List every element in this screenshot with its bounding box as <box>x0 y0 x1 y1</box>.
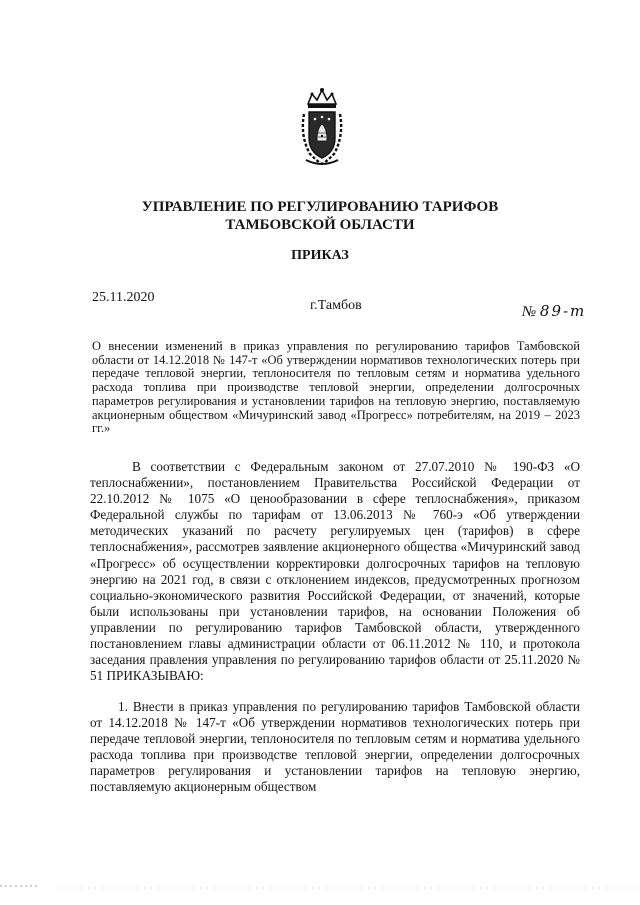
tambov-coat-of-arms-icon <box>298 86 346 166</box>
number-sign: № <box>522 304 537 320</box>
document-date: 25.11.2020 <box>92 290 155 305</box>
scan-artifact-line <box>0 880 640 900</box>
organization-region: ТАМБОВСКОЙ ОБЛАСТИ <box>225 217 415 233</box>
document-type: ПРИКАЗ <box>291 248 349 263</box>
handwritten-number: 89-т <box>539 302 587 320</box>
order-subject: О внесении изменений в приказ управления по регулированию тарифов Тамбовской области от 14.12.2018 № 147-т «Об утверждении нормативов технологических потерь при передаче тепловой энергии, теплоносителя по тепловым сетям и норматива удельного расхода топлива при производстве тепловой энергии, определении долгосрочных параметров регулирования и установлении тарифов на тепловую энергию, поставляемую акционерным обществом «Мичуринский завод «Прогресс» потребителям, на 2019 – 2023 гг.» <box>92 339 580 436</box>
document-city: г.Тамбов <box>310 298 362 313</box>
organization-title: УПРАВЛЕНИЕ ПО РЕГУЛИРОВАНИЮ ТАРИФОВ <box>141 199 499 215</box>
body-paragraph-item-1: 1. Внести в приказ управления по регулированию тарифов Тамбовской области от 14.12.2018 № 147-т «Об утверждении нормативов технологических потерь при передаче тепловой энергии, теплоносителя по тепловым сетям и норматива удельного расхода топлива при производстве тепловой энергии, определении долгосрочных параметров регулирования и установлении тарифов на тепловую энергию, поставляемую акционерным обществом <box>90 699 580 795</box>
document-number <box>522 302 586 321</box>
body-paragraph-basis: В соответствии с Федеральным законом от 27.07.2010 № 190-ФЗ «О теплоснабжении», постановлением Правительства Российской Федерации от 22.10.2012 № 1075 «О ценообразовании в сфере теплоснабжения», приказом Федеральной службы по тарифам от 13.06.2013 № 760-э «Об утверждении методических указаний по расчету регулируемых цен (тарифов) в сфере теплоснабжения», рассмотрев заявление акционерного общества «Мичуринский завод «Прогресс» об осуществлении корректировки долгосрочных тарифов на тепловую энергию на 2021 год, в связи с отклонением индексов, предусмотренных прогнозом социально-экономического развития Российской Федерации, от значений, которые были использованы при установлении тарифов, на основании Положения об управлении по регулированию тарифов Тамбовской области, утвержденного постановлением главы администрации области от 06.11.2012 № 110, и протокола заседания правления управления по регулированию тарифов области от 25.11.2020 № 51 ПРИКАЗЫВАЮ: <box>90 459 580 684</box>
